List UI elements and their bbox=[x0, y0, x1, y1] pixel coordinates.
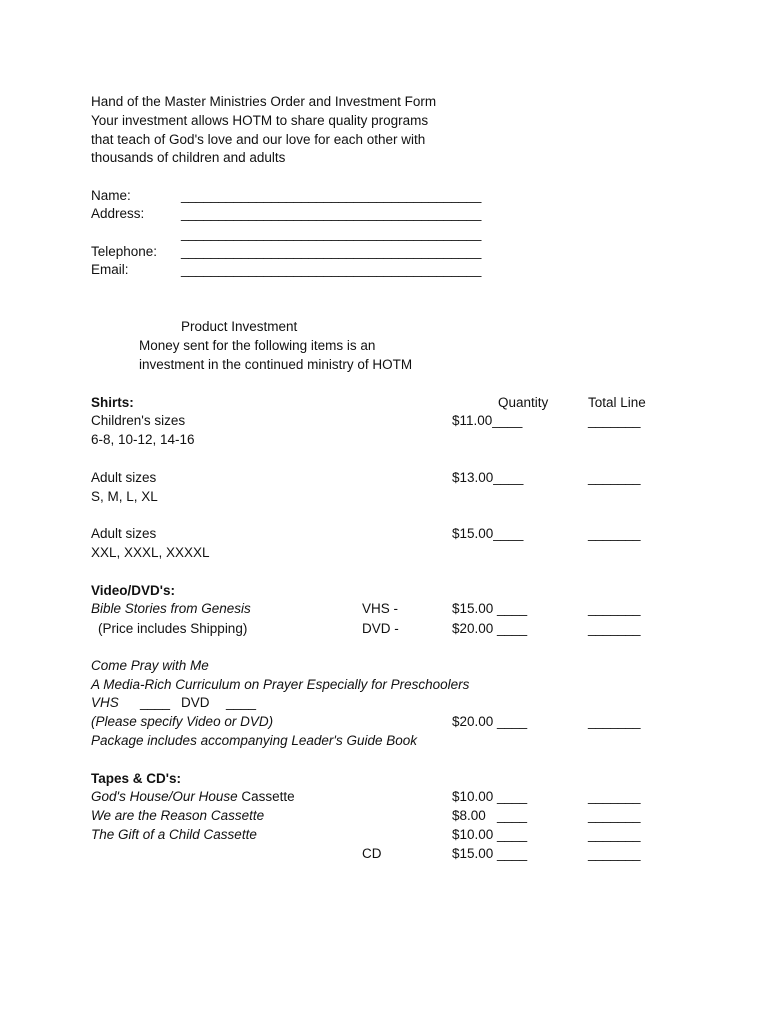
shirts-heading: Shirts: bbox=[91, 395, 134, 410]
adult-shirt-price-qty[interactable]: $13.00____ bbox=[452, 470, 524, 485]
address-field-line2[interactable]: ________________________________________ bbox=[181, 226, 482, 241]
intro-line: Your investment allows HOTM to share quality programs bbox=[91, 113, 429, 128]
pray-vhs-blank[interactable]: ____ bbox=[140, 695, 171, 710]
pray-price-qty[interactable]: $20.00 ____ bbox=[452, 714, 528, 729]
tape-item-2-price-qty[interactable]: $8.00 ____ bbox=[452, 808, 528, 823]
tape-item-2-total[interactable]: _______ bbox=[588, 808, 641, 823]
intro-line: that teach of God's love and our love for each other with bbox=[91, 132, 426, 147]
children-shirt-price-qty[interactable]: $11.00____ bbox=[452, 413, 523, 428]
address-field[interactable]: ________________________________________ bbox=[181, 206, 482, 221]
pray-total[interactable]: _______ bbox=[588, 714, 641, 729]
video-heading: Video/DVD's: bbox=[91, 583, 175, 598]
pray-title: Come Pray with Me bbox=[91, 658, 209, 673]
investment-note: Money sent for the following items is an bbox=[139, 338, 376, 353]
tape-item-1-price-qty[interactable]: $10.00 ____ bbox=[452, 789, 528, 804]
cd-total[interactable]: _______ bbox=[588, 846, 641, 861]
tape-item-1-format: Cassette bbox=[237, 789, 295, 804]
form-title: Hand of the Master Ministries Order and Investment Form bbox=[91, 94, 437, 109]
email-field[interactable]: ________________________________________ bbox=[181, 262, 482, 277]
tape-item-1-title: God's House/Our House bbox=[91, 789, 238, 804]
section-title: Product Investment bbox=[181, 319, 298, 334]
adult-xl-shirt-price-qty[interactable]: $15.00____ bbox=[452, 526, 524, 541]
name-field[interactable]: ________________________________________ bbox=[181, 188, 482, 203]
cd-label: CD bbox=[362, 846, 382, 861]
tape-item-3-price-qty[interactable]: $10.00 ____ bbox=[452, 827, 528, 842]
genesis-vhs-price-qty[interactable]: $15.00 ____ bbox=[452, 601, 528, 616]
quantity-header: Quantity bbox=[498, 395, 549, 410]
tape-item-3-total[interactable]: _______ bbox=[588, 827, 641, 842]
cd-price-qty[interactable]: $15.00 ____ bbox=[452, 846, 528, 861]
children-sizes-label: Children's sizes bbox=[91, 413, 186, 428]
tape-item-1-total[interactable]: _______ bbox=[588, 789, 641, 804]
adult-sizes-range: S, M, L, XL bbox=[91, 489, 158, 504]
adult-shirt-total[interactable]: _______ bbox=[588, 470, 641, 485]
shipping-note: (Price includes Shipping) bbox=[98, 621, 248, 636]
genesis-dvd-total[interactable]: _______ bbox=[588, 621, 641, 636]
genesis-vhs-total[interactable]: _______ bbox=[588, 601, 641, 616]
genesis-dvd-price-qty[interactable]: $20.00 ____ bbox=[452, 621, 528, 636]
children-sizes-range: 6-8, 10-12, 14-16 bbox=[91, 432, 195, 447]
tapes-heading: Tapes & CD's: bbox=[91, 771, 181, 786]
telephone-label: Telephone: bbox=[91, 244, 158, 259]
adult-sizes-label: Adult sizes bbox=[91, 470, 157, 485]
pray-subtitle: A Media-Rich Curriculum on Prayer Especially for Preschoolers bbox=[91, 677, 470, 692]
pray-vhs-label: VHS bbox=[91, 695, 119, 710]
total-line-header: Total Line bbox=[588, 395, 646, 410]
email-label: Email: bbox=[91, 262, 129, 277]
children-shirt-total[interactable]: _______ bbox=[588, 413, 641, 428]
genesis-title: Bible Stories from Genesis bbox=[91, 601, 251, 616]
dvd-label: DVD - bbox=[362, 621, 399, 636]
pray-dvd-blank[interactable]: ____ bbox=[226, 695, 257, 710]
tape-item-3: The Gift of a Child Cassette bbox=[91, 827, 257, 842]
pray-dvd-label: DVD bbox=[181, 695, 210, 710]
intro-line: thousands of children and adults bbox=[91, 150, 286, 165]
name-label: Name: bbox=[91, 188, 131, 203]
tape-item-2: We are the Reason Cassette bbox=[91, 808, 265, 823]
adult-xl-shirt-total[interactable]: _______ bbox=[588, 526, 641, 541]
pray-specify-note: (Please specify Video or DVD) bbox=[91, 714, 274, 729]
investment-note: investment in the continued ministry of HOTM bbox=[139, 357, 413, 372]
vhs-label: VHS - bbox=[362, 601, 399, 616]
adult-xl-sizes-label: Adult sizes bbox=[91, 526, 157, 541]
pray-package-note: Package includes accompanying Leader's Guide Book bbox=[91, 733, 418, 748]
address-label: Address: bbox=[91, 206, 145, 221]
telephone-field[interactable]: ________________________________________ bbox=[181, 244, 482, 259]
adult-xl-sizes-range: XXL, XXXL, XXXXL bbox=[91, 545, 210, 560]
tape-item-1 bbox=[91, 789, 295, 805]
